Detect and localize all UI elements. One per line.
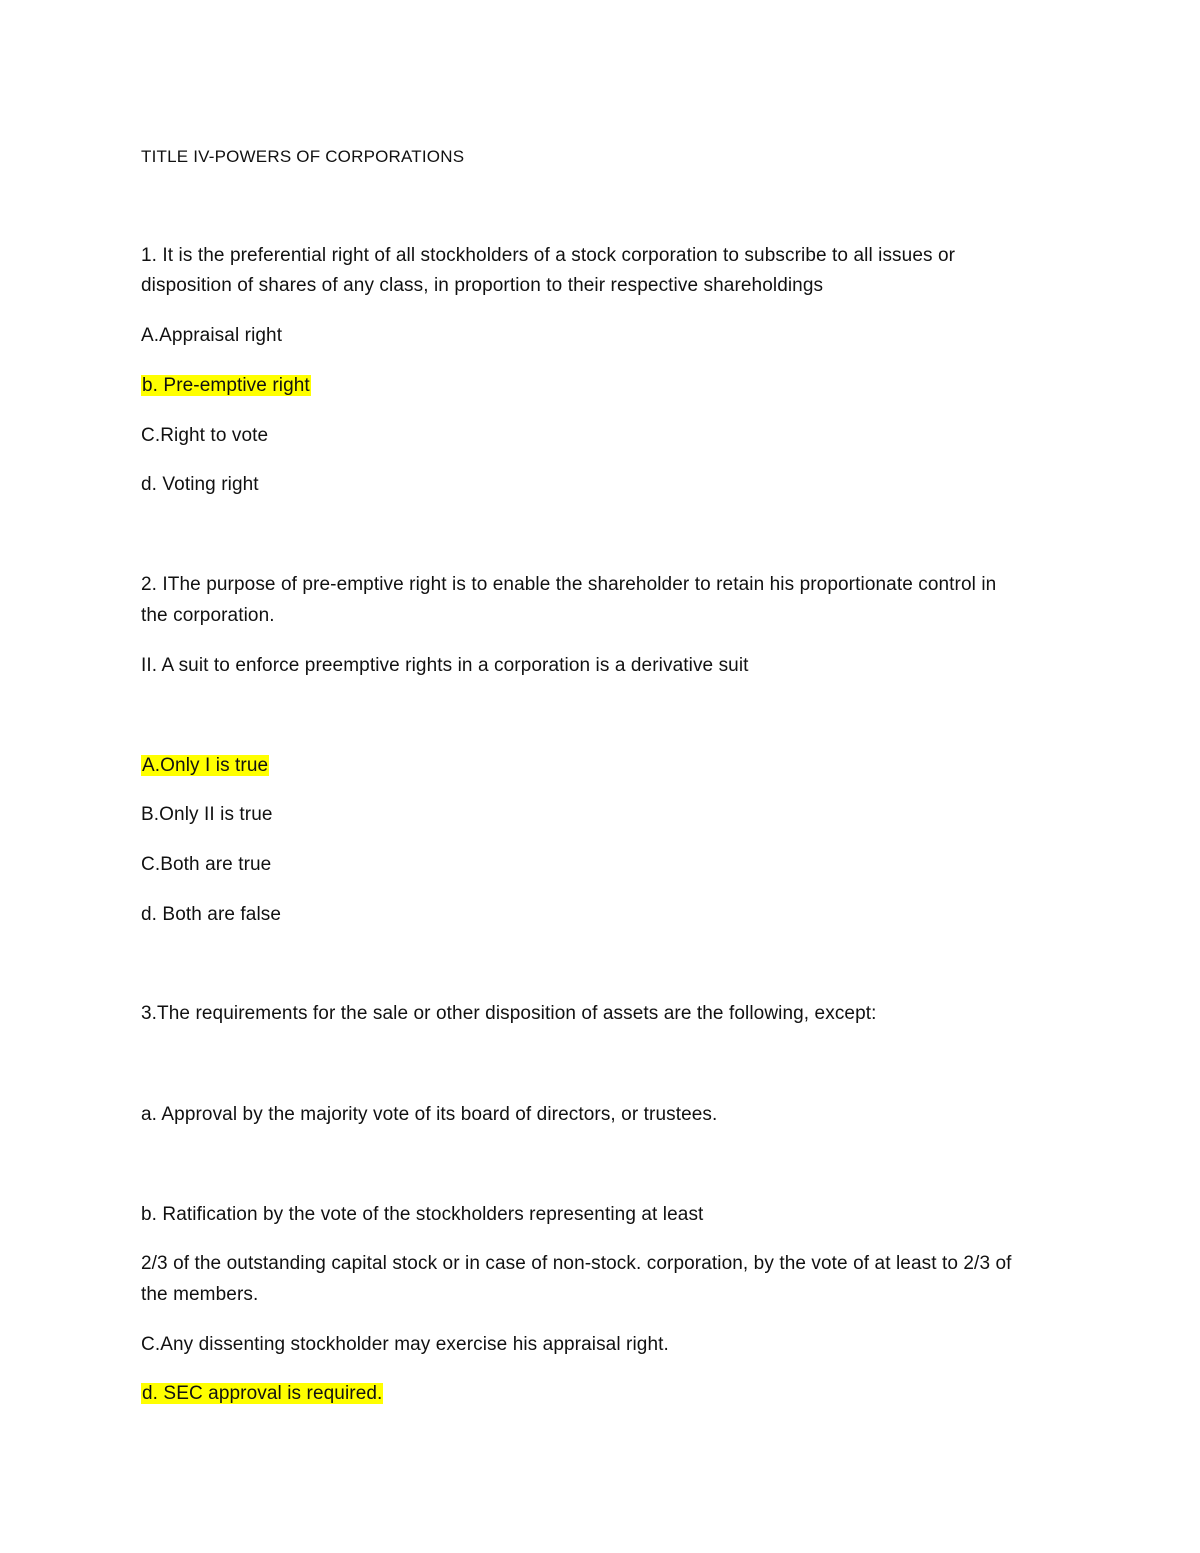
q2-stem-line2: the corporation. — [141, 605, 275, 626]
q1-option-c: C.Right to vote — [141, 425, 269, 446]
q3-option-d-answer — [141, 1382, 383, 1406]
q2-option-a-answer — [141, 754, 269, 778]
answer-highlight: b. Pre-emptive right — [142, 375, 310, 396]
q3-stem: 3.The requirements for the sale or other disposition of assets are the following, except: — [141, 1003, 877, 1024]
document-title: TITLE IV-POWERS OF CORPORATIONS — [141, 147, 465, 166]
q2-statement-2: II. A suit to enforce preemptive rights in a corporation is a derivative suit — [141, 655, 749, 676]
q1-option-d: d. Voting right — [141, 474, 259, 495]
q3-option-c: C.Any dissenting stockholder may exercise his appraisal right. — [141, 1334, 669, 1355]
q1-option-a: A.Appraisal right — [141, 325, 283, 346]
answer-highlight: A.Only I is true — [142, 755, 269, 776]
q2-option-c: C.Both are true — [141, 854, 272, 875]
q3-option-b-cont-line1: 2/3 of the outstanding capital stock or in case of non-stock. corporation, by the vote of at least to 2/3 of — [141, 1253, 1012, 1274]
q2-stem-line1: 2. IThe purpose of pre-emptive right is to enable the shareholder to retain his proportionate control in — [141, 574, 997, 595]
q1-option-b-answer — [141, 374, 311, 398]
q3-option-b-cont-line2: the members. — [141, 1284, 259, 1305]
q1-stem-line1: 1. It is the preferential right of all stockholders of a stock corporation to subscribe to all issues or — [141, 245, 956, 266]
q2-option-d: d. Both are false — [141, 904, 282, 925]
q3-option-b: b. Ratification by the vote of the stockholders representing at least — [141, 1204, 704, 1225]
q1-stem-line2: disposition of shares of any class, in proportion to their respective shareholdings — [141, 275, 824, 296]
q2-option-b: B.Only II is true — [141, 804, 273, 825]
answer-highlight: d. SEC approval is required. — [142, 1383, 383, 1404]
q3-option-a: a. Approval by the majority vote of its board of directors, or trustees. — [141, 1104, 718, 1125]
